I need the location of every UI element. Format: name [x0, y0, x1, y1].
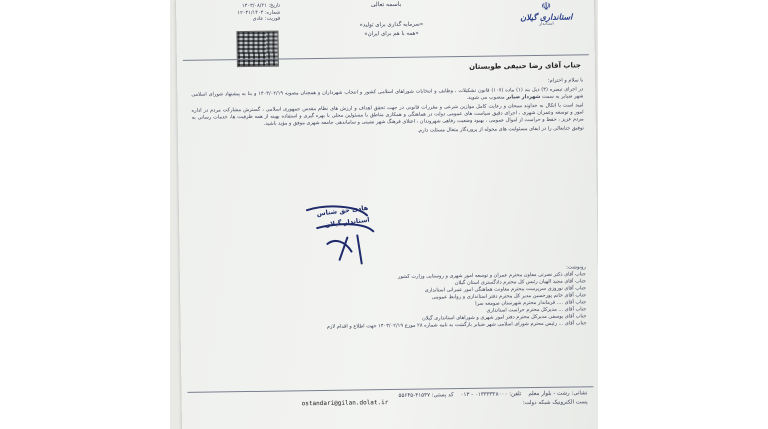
footer-email-label: پست الکترونیک شبکه دولت: — [522, 399, 588, 407]
paragraph-1-end: منصوب می شوید. — [466, 94, 505, 101]
cc-item: جناب آقای یوسفی مدیرکل محترم دفتر امور شهری و شوراهای استانداری گیلان — [422, 313, 587, 322]
letter-paper — [176, 0, 598, 429]
greeting: با سلام و احترام؛ — [547, 77, 584, 84]
paragraph-2: امید است با اتکال به خداوند سبحان و رعایت کامل موازین شرعی و مقررات قانونی در جهت تحقق اهداف و ارزش های نظام مقدس جمهوری اسلامی ، گسترش مشارکت مردم در اداره امور و توسعه وعمران شهری ، اجرای دقیق سیاست های عمومی دولت در هماهنگی و همکاری مناطق با مسئولین محلی با بهره گیری و استفاده بهینه از همه ظرفیت ها، خدمات رسانی به مردم عزیز ، حفظ و حراست از اموال عمومی ، بهبود وضعیت رفاهی شهروندان ، اعتلای فرهنگ شهر نشینی و ساماندهی جامعه شهری موفق و مؤید باشید. — [191, 102, 584, 127]
letter-footer — [196, 389, 588, 412]
organization-logo — [506, 0, 586, 27]
cc-title: رونوشت: — [566, 264, 586, 271]
signer-name: هادی حق شناس — [316, 203, 369, 218]
cc-item: جناب آقای دکتر نصرتی معاون محترم عمران و توسعه امور شهری و روستایی وزارت کشور — [397, 271, 586, 280]
cc-item: جناب آقای نوروزی سرپرست محترم معاونت هماهنگی امور عمرانی استانداری — [424, 285, 587, 294]
cc-item: جناب آقای ... مدیرکل محترم حراست استانداری — [486, 306, 587, 314]
addressee: جناب آقای رضا حنیفی طوبستان — [469, 61, 582, 71]
cc-item: جناب آقای .... فرماندار محترم شهرستان صومعه سرا — [475, 299, 587, 307]
footer-address: نشانی: رشت - بلوار معلم — [528, 390, 588, 398]
bismillah: باسمه تعالی — [370, 0, 402, 9]
qr-code-icon — [236, 31, 278, 68]
letter-meta — [210, 3, 280, 23]
organization-subtitle: استاندار — [538, 21, 554, 27]
signature — [287, 197, 398, 269]
urgency-line: فوریت: عادی — [252, 15, 281, 22]
footer-email: ostandari@gilan.dolat.ir — [301, 399, 389, 408]
document-photo — [170, 0, 598, 429]
slogan — [336, 20, 446, 40]
slogan-line-1: «سرمایه گذاری برای تولید» — [359, 21, 424, 29]
organization-name: استانداری گیلان — [520, 12, 573, 23]
signer-title: استاندار گیلان — [324, 215, 370, 229]
footer-phone: تلفن: ۰۱۳۳۳۳۲۸۰۰۰ - ۰۱۳ — [460, 391, 522, 399]
cc-list — [194, 264, 587, 332]
cc-item: جناب آقای خانم پورحسین مدیر کل محترم دفتر استانداری و روابط عمومی — [431, 292, 587, 301]
closing-line: توفیق جنابعالی را در ایفای مسئولیت های محوله از پروردگار متعال مسئلت دارم. — [417, 125, 584, 134]
number-line: شماره: ۱۲۰۴۱/۱۴۰۳ — [237, 9, 281, 16]
letter-body — [191, 77, 584, 139]
slogan-line-2: «همه با هم برای ایران» — [364, 30, 419, 38]
appointment-highlight: شهردار ضیابر — [506, 93, 541, 101]
paragraph-1-text: در اجرای تبصره (۳) ذیل بند (۱) ماده (۱۰۷) قانون تشکیلات ، وظایف و انتخابات شوراهای اسلامی کشور و انتخاب شهرداران و همچنان مصوبه ۱۴۰۳/۰۲/۱۹ و بنا به پیشنهاد شورای اسلامی شهر ضیابر به سمت — [191, 86, 584, 100]
footer-postal-code: کد پستی: ۴۱۵۳۷-۵۵۶۴۵ — [398, 392, 454, 399]
cc-item: جناب آقای مجید الهیان رئیس کل محترم دادگستری استان گیلان — [454, 278, 587, 287]
cc-item: جناب آقای ... رئیس محترم شورای اسلامی شهر ضیابر بازگشت به نامه شماره ۲۸ مورخ ۱۴۰۳/۰۲/۱۹ جهت اطلاع و اقدام لازم — [326, 320, 587, 330]
iran-emblem-icon: ☫ — [541, 0, 552, 13]
date-line: تاریخ: ۱۴۰۳/۰۸/۲۱ — [241, 2, 281, 10]
